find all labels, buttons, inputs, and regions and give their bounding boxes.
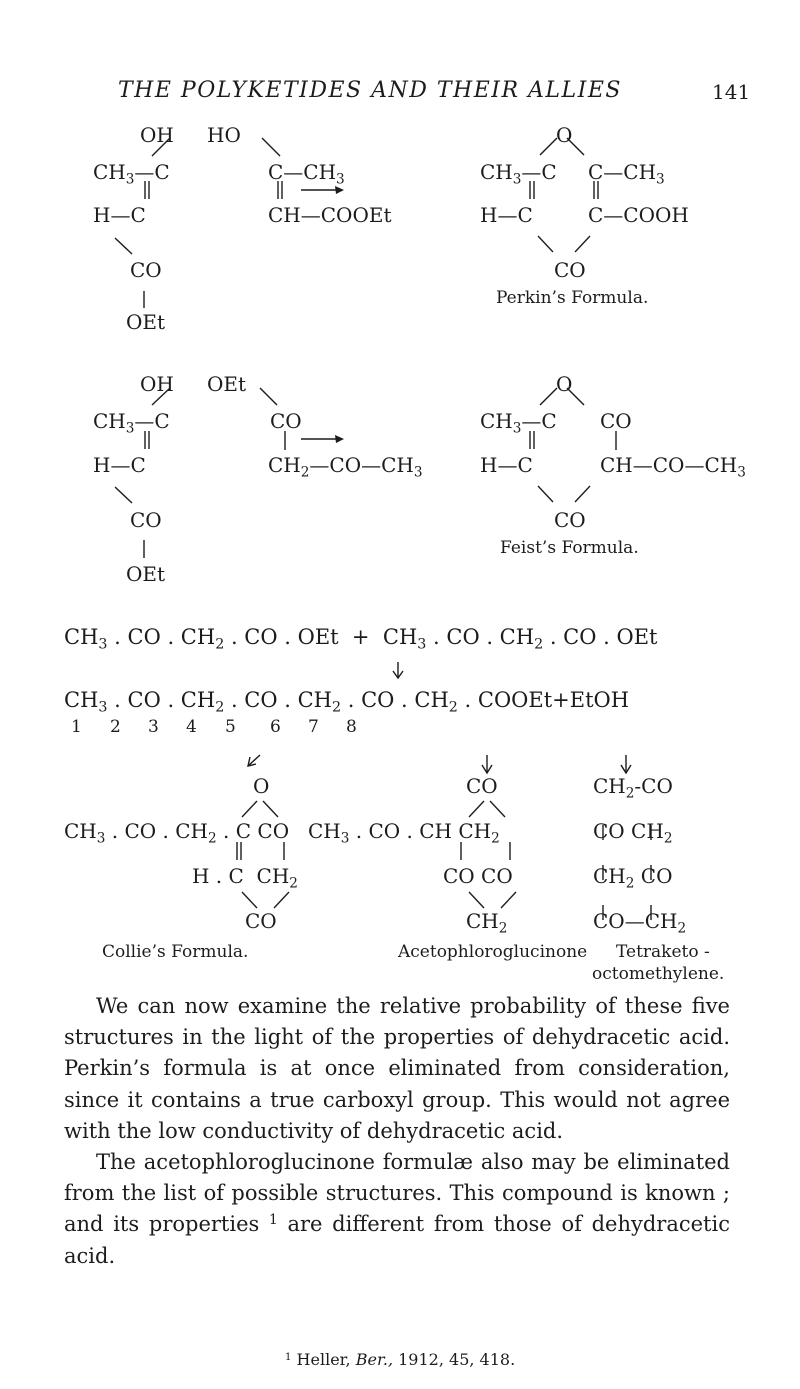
label-ho: HO: [207, 123, 241, 147]
caption-collie: Collie’s Formula.: [102, 942, 249, 962]
group-co-ring: CO: [554, 258, 586, 282]
body-text: [64, 991, 730, 1272]
group-co: CO: [245, 909, 277, 933]
label-ring-oxygen: O: [556, 372, 573, 396]
group-collie-top: $CH_3$ . CO . $CH_2$ . C CO: [64, 819, 290, 847]
group-h-c-ring: H—C: [480, 453, 533, 477]
group-co-ch2: $CO—CH_2$: [593, 909, 687, 937]
footnote: $^1$ Heller, Ber., 1912, 45, 418.: [284, 1350, 516, 1369]
group-oet: OEt: [126, 562, 166, 586]
carbon-number: 1: [71, 717, 82, 737]
group-ch3-c-ring: $CH_3—C$: [480, 160, 557, 188]
footnote-reference: 1: [269, 1212, 278, 1229]
carbon-number: 5: [225, 717, 236, 737]
group-oet: OEt: [126, 310, 166, 334]
group-ch3-c-ring: $CH_3—C$: [480, 409, 557, 437]
label-ring-oxygen: O: [253, 774, 270, 798]
caption-acetophloroglucinone: Acetophloroglucinone: [398, 942, 588, 962]
group-c-ch3-ring: $C—CH_3$: [588, 160, 665, 188]
group-aceto-top: $CH_3$ . CO . CH $CH_2$: [308, 819, 500, 847]
group-co: CO: [466, 774, 498, 798]
group-h-c: H—C: [93, 453, 146, 477]
equation-reactants: $CH_3$ . CO . $CH_2$ . CO . OEt + $CH_3$ . CO . $CH_2$ . CO . OEt: [64, 625, 658, 653]
carbon-number: 3: [148, 717, 159, 737]
label-oh: OH: [140, 123, 174, 147]
label-oh: OH: [140, 372, 174, 396]
group-ch3-c: $CH_3—C$: [93, 160, 170, 188]
group-ch-cooet: CH—COOEt: [268, 203, 392, 227]
group-c-ch3: $C—CH_3$: [268, 160, 345, 188]
page-number: 141: [712, 80, 751, 104]
group-co: CO: [130, 258, 162, 282]
label-oet: OEt: [207, 372, 247, 396]
group-h-c: H—C: [93, 203, 146, 227]
group-c-cooh: C—COOH: [588, 203, 689, 227]
group-co-ch2: CO $CH_2$: [593, 819, 673, 847]
group-ch2: $CH_2$: [466, 909, 508, 937]
caption-feist: Feist’s Formula.: [500, 538, 639, 558]
group-ch-co-ch3: $CH—CO—CH_3$: [600, 453, 746, 481]
label-ring-oxygen: O: [556, 123, 573, 147]
group-co: CO: [130, 508, 162, 532]
caption-perkin: Perkin’s Formula.: [496, 288, 649, 308]
group-ch2-co: $CH_2$ CO: [593, 864, 673, 892]
caption-octomethylene: octomethylene.: [592, 964, 725, 984]
group-co-co: CO CO: [443, 864, 513, 888]
group-h-c-ring: H—C: [480, 203, 533, 227]
group-co-ring: CO: [554, 508, 586, 532]
running-header: THE POLYKETIDES AND THEIR ALLIES: [118, 78, 622, 103]
group-co-ring: CO: [600, 409, 632, 433]
paragraph: The acetophloroglucinone formulæ also may be eliminated from the list of possible structures. This compound is known ; and its properties $^1$ are different from those of dehydracetic acid.: [64, 1150, 730, 1268]
carbon-number: 7: [308, 717, 319, 737]
group-ch2-co-ch3: $CH_2—CO—CH_3$: [268, 453, 423, 481]
group-ch3-c: $CH_3—C$: [93, 409, 170, 437]
paragraph: We can now examine the relative probability of these five structures in the light of the properties of dehydracetic acid. Perkin’s formula is at once eliminated from consideration, since it contains a true carboxyl group. This would not agree with the low conductivity of dehydracetic acid.: [64, 994, 730, 1143]
equation-product: $CH_3$ . CO . $CH_2$ . CO . $CH_2$ . CO . $CH_2$ . COOEt+EtOH: [64, 688, 630, 716]
group-co: CO: [270, 409, 302, 433]
group-ch2-co: $CH_2-CO$: [593, 774, 673, 802]
carbon-number: 4: [186, 717, 197, 737]
carbon-number: 8: [346, 717, 357, 737]
carbon-number: 2: [110, 717, 121, 737]
carbon-number: 6: [270, 717, 281, 737]
group-collie-bottom: H . C $CH_2$: [192, 864, 298, 892]
caption-tetraketo: Tetraketo -: [616, 942, 710, 962]
